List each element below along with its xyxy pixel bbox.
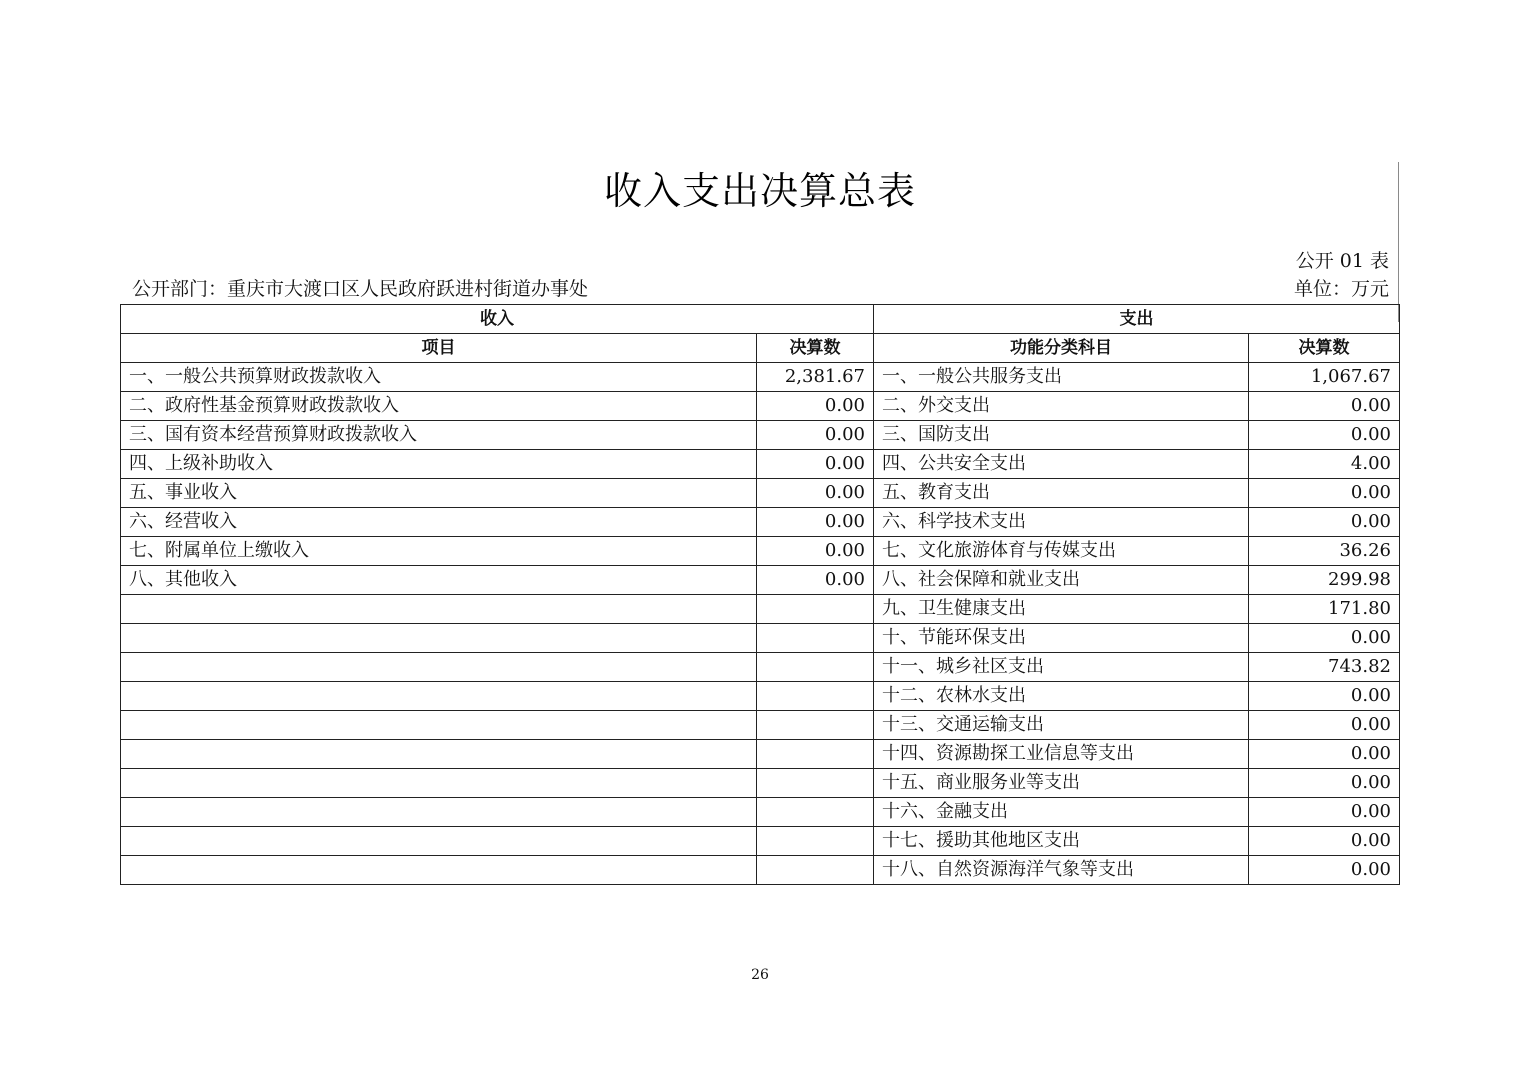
table-row [121, 479, 1400, 508]
expense-item-cell: 八、社会保障和就业支出 [874, 566, 1249, 595]
expense-amount-cell: 0.00 [1249, 827, 1400, 856]
income-amount-cell: 0.00 [757, 508, 874, 537]
income-amount-cell: 0.00 [757, 479, 874, 508]
expense-amount-cell: 299.98 [1249, 566, 1400, 595]
income-item-cell [121, 595, 757, 624]
expense-amount-cell: 0.00 [1249, 856, 1400, 885]
expense-item-cell: 三、国防支出 [874, 421, 1249, 450]
income-amount-cell: 0.00 [757, 392, 874, 421]
income-item-cell: 五、事业收入 [121, 479, 757, 508]
table-group-header-row [121, 305, 1400, 334]
expense-item-cell: 十四、资源勘探工业信息等支出 [874, 740, 1249, 769]
income-amount-cell [757, 798, 874, 827]
expense-amount-cell: 0.00 [1249, 624, 1400, 653]
page-title: 收入支出决算总表 [603, 169, 916, 213]
income-item-cell: 三、国有资本经营预算财政拨款收入 [121, 421, 757, 450]
income-amount-cell: 0.00 [757, 450, 874, 479]
table-row [121, 450, 1400, 479]
income-item-cell [121, 711, 757, 740]
expense-item-cell: 十、节能环保支出 [874, 624, 1249, 653]
income-item-cell: 二、政府性基金预算财政拨款收入 [121, 392, 757, 421]
expense-amount-cell: 0.00 [1249, 421, 1400, 450]
expense-amount-cell: 0.00 [1249, 508, 1400, 537]
expense-group-header: 支出 [874, 305, 1400, 334]
table-row [121, 508, 1400, 537]
expense-item-cell: 十五、商业服务业等支出 [874, 769, 1249, 798]
expense-item-cell: 十六、金融支出 [874, 798, 1249, 827]
income-amount-header: 决算数 [757, 334, 874, 363]
income-amount-cell [757, 856, 874, 885]
income-item-cell: 四、上级补助收入 [121, 450, 757, 479]
expense-item-cell: 一、一般公共服务支出 [874, 363, 1249, 392]
income-item-cell [121, 827, 757, 856]
income-item-cell [121, 856, 757, 885]
form-number: 公开 01 表 [1295, 250, 1389, 272]
income-item-cell [121, 624, 757, 653]
table-row [121, 392, 1400, 421]
income-item-cell [121, 653, 757, 682]
table-row [121, 740, 1400, 769]
budget-table [120, 304, 1400, 885]
income-item-header: 项目 [121, 334, 757, 363]
table-row [121, 769, 1400, 798]
table-column-header-row [121, 334, 1400, 363]
table-row [121, 566, 1400, 595]
table-row [121, 653, 1400, 682]
expense-amount-cell: 0.00 [1249, 798, 1400, 827]
expense-item-cell: 七、文化旅游体育与传媒支出 [874, 537, 1249, 566]
expense-amount-cell: 0.00 [1249, 769, 1400, 798]
income-amount-cell [757, 624, 874, 653]
expense-amount-cell: 0.00 [1249, 711, 1400, 740]
income-group-header: 收入 [121, 305, 874, 334]
income-item-cell [121, 769, 757, 798]
expense-amount-cell: 0.00 [1249, 479, 1400, 508]
income-amount-cell: 0.00 [757, 537, 874, 566]
expense-item-cell: 六、科学技术支出 [874, 508, 1249, 537]
expense-item-cell: 十二、农林水支出 [874, 682, 1249, 711]
income-item-cell: 六、经营收入 [121, 508, 757, 537]
expense-amount-cell: 4.00 [1249, 450, 1400, 479]
table-row [121, 595, 1400, 624]
table-row [121, 624, 1400, 653]
income-amount-cell [757, 711, 874, 740]
expense-item-cell: 五、教育支出 [874, 479, 1249, 508]
income-amount-cell [757, 682, 874, 711]
expense-amount-cell: 0.00 [1249, 740, 1400, 769]
expense-item-header: 功能分类科目 [874, 334, 1249, 363]
income-amount-cell [757, 740, 874, 769]
income-item-cell [121, 740, 757, 769]
expense-amount-cell: 0.00 [1249, 392, 1400, 421]
page-number: 26 [751, 967, 769, 983]
department-label: 公开部门： [132, 278, 228, 300]
income-amount-cell: 0.00 [757, 566, 874, 595]
income-amount-cell [757, 595, 874, 624]
expense-amount-header: 决算数 [1249, 334, 1400, 363]
table-row [121, 856, 1400, 885]
table-row [121, 711, 1400, 740]
income-item-cell [121, 682, 757, 711]
expense-item-cell: 十八、自然资源海洋气象等支出 [874, 856, 1249, 885]
expense-amount-cell: 1,067.67 [1249, 363, 1400, 392]
income-item-cell: 一、一般公共预算财政拨款收入 [121, 363, 757, 392]
expense-amount-cell: 743.82 [1249, 653, 1400, 682]
expense-amount-cell: 171.80 [1249, 595, 1400, 624]
income-amount-cell [757, 653, 874, 682]
expense-amount-cell: 0.00 [1249, 682, 1400, 711]
expense-amount-cell: 36.26 [1249, 537, 1400, 566]
income-amount-cell [757, 769, 874, 798]
table-row [121, 682, 1400, 711]
table-row [121, 827, 1400, 856]
department-value: 重庆市大渡口区人民政府跃进村街道办事处 [227, 278, 589, 300]
unit-label: 单位：万元 [1293, 278, 1389, 300]
table-body [121, 363, 1400, 885]
expense-item-cell: 二、外交支出 [874, 392, 1249, 421]
income-amount-cell [757, 827, 874, 856]
expense-item-cell: 四、公共安全支出 [874, 450, 1249, 479]
expense-item-cell: 九、卫生健康支出 [874, 595, 1249, 624]
income-item-cell: 七、附属单位上缴收入 [121, 537, 757, 566]
income-amount-cell: 0.00 [757, 421, 874, 450]
department-line [132, 276, 588, 302]
table-row [121, 537, 1400, 566]
expense-item-cell: 十七、援助其他地区支出 [874, 827, 1249, 856]
table-row [121, 363, 1400, 392]
table-row [121, 421, 1400, 450]
table-row [121, 798, 1400, 827]
income-item-cell [121, 798, 757, 827]
expense-item-cell: 十三、交通运输支出 [874, 711, 1249, 740]
income-amount-cell: 2,381.67 [757, 363, 874, 392]
expense-item-cell: 十一、城乡社区支出 [874, 653, 1249, 682]
income-item-cell: 八、其他收入 [121, 566, 757, 595]
